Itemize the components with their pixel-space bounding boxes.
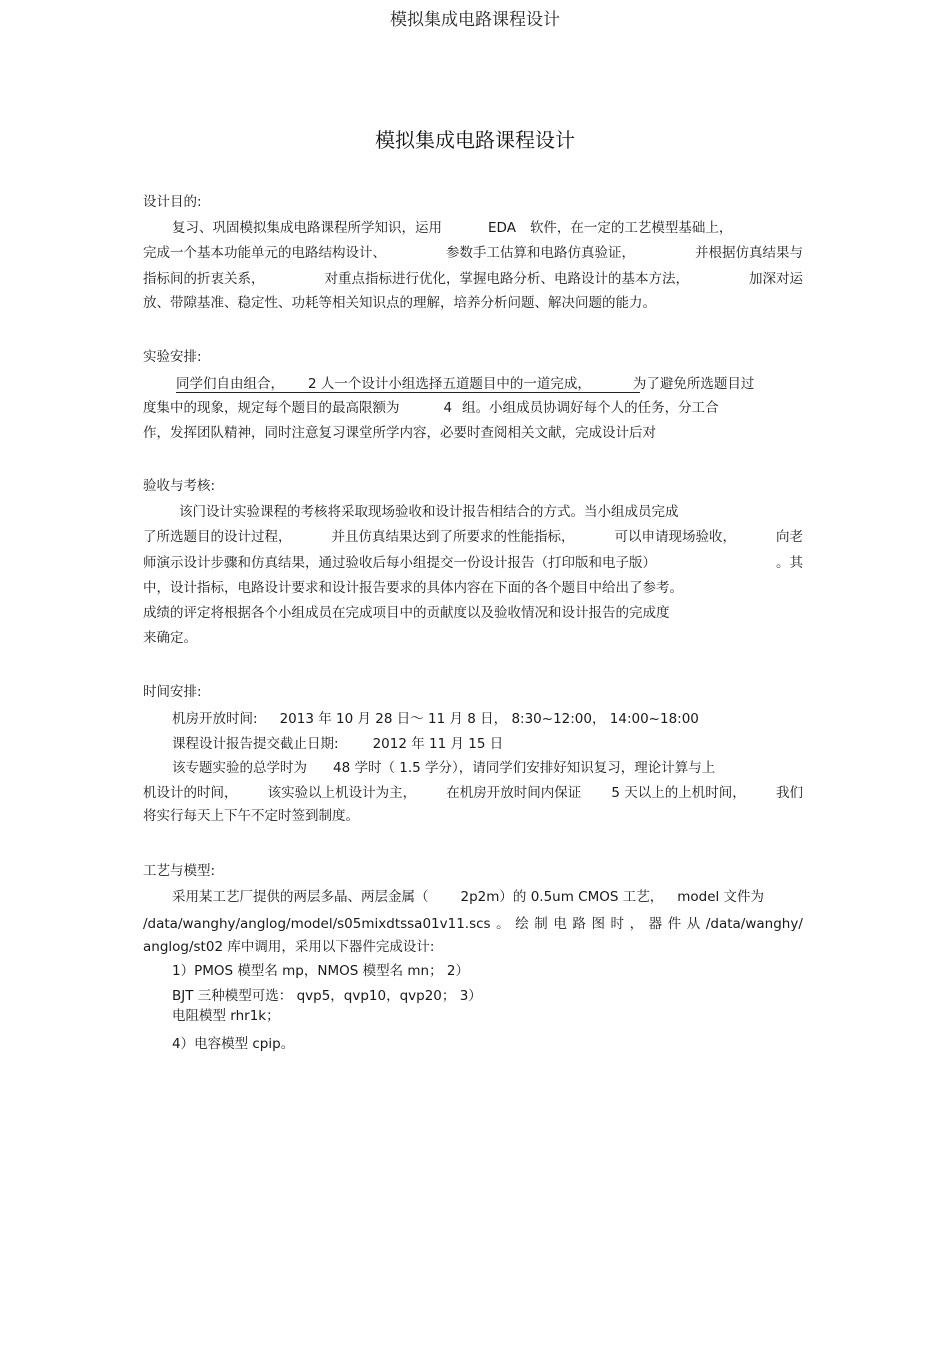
schedule-line-4: 机设计的时间， 该实验以上机设计为主， 在机房开放时间内保证 5 天以上的上机时间， 我们 — [143, 785, 803, 801]
process-line-7: 4）电容模型 cpip。 — [172, 1036, 295, 1052]
running-header: 模拟集成电路课程设计 — [390, 10, 560, 30]
acceptance-line-1: 该门设计实验课程的考核将采取现场验收和设计报告相结合的方式。当小组成员完成 — [179, 504, 679, 520]
arrangement-heading: 实验安排: — [143, 349, 202, 365]
process-line-4: 1）PMOS 模型名 mp，NMOS 模型名 mn； 2） — [172, 963, 469, 979]
schedule-heading: 时间安排: — [143, 684, 202, 700]
process-line-6: 电阻模型 rhr1k； — [172, 1008, 280, 1024]
process-heading: 工艺与模型: — [143, 863, 216, 879]
process-line-1: 采用某工艺厂提供的两层多晶、两层金属（ 2p2m）的 0.5um CMOS 工艺， model 文件为 — [172, 889, 765, 905]
arrangement-line-3: 作，发挥团队精神，同时注意复习课堂所学内容，必要时查阅相关文献，完成设计后对 — [143, 425, 656, 441]
process-line-3: anglog/st02 库中调用，采用以下器件完成设计: — [143, 939, 435, 955]
schedule-line-2: 课程设计报告提交截止日期: 2012 年 11 月 15 日 — [172, 736, 504, 752]
acceptance-line-4: 中，设计指标，电路设计要求和设计报告要求的具体内容在下面的各个题目中给出了参考。 — [143, 580, 683, 596]
purpose-line-2: 完成一个基本功能单元的电路结构设计、 参数手工估算和电路仿真验证， 并根据仿真结果与 — [143, 245, 803, 261]
process-line-2: /data/wanghy/anglog/model/s05mixdtssa01v11.scs 。 绘 制 电 路 图 时 ， 器 件 从 /data/wanghy/ — [143, 916, 803, 932]
document-title: 模拟集成电路课程设计 — [375, 128, 575, 152]
arrangement-line-2: 度集中的现象，规定每个题目的最高限额为 4 组。小组成员协调好每个人的任务，分工合 — [143, 400, 719, 416]
acceptance-line-3: 师演示设计步骤和仿真结果，通过验收后每小组提交一份设计报告（打印版和电子版） 。其 — [143, 555, 803, 571]
acceptance-heading: 验收与考核: — [143, 478, 216, 494]
schedule-line-1: 机房开放时间: 2013 年 10 月 28 日～ 11 月 8 日， 8:30~12:00， 14:00~18:00 — [172, 711, 699, 727]
acceptance-line-2: 了所选题目的设计过程， 并且仿真结果达到了所要求的性能指标， 可以申请现场验收， 向老 — [143, 529, 803, 545]
arrangement-underline — [176, 392, 640, 393]
purpose-line-1: 复习、巩固模拟集成电路课程所学知识，运用 EDA 软件，在一定的工艺模型基础上， — [172, 220, 733, 236]
process-line-5: BJT 三种模型可选： qvp5，qvp10，qvp20； 3） — [172, 988, 482, 1004]
acceptance-line-5: 成绩的评定将根据各个小组成员在完成项目中的贡献度以及验收情况和设计报告的完成度 — [143, 605, 670, 621]
purpose-line-3: 指标间的折衷关系， 对重点指标进行优化，掌握电路分析、电路设计的基本方法， 加深对运 — [143, 271, 803, 287]
purpose-heading: 设计目的: — [143, 194, 202, 210]
purpose-line-4: 放、带隙基准、稳定性、功耗等相关知识点的理解，培养分析问题、解决问题的能力。 — [143, 295, 656, 311]
acceptance-line-6: 来确定。 — [143, 630, 197, 646]
schedule-line-5: 将实行每天上下午不定时签到制度。 — [143, 808, 359, 824]
schedule-line-3: 该专题实验的总学时为 48 学时（ 1.5 学分），请同学们安排好知识复习，理论计算与上 — [172, 760, 716, 776]
arrangement-line-1: 同学们自由组合， 2 人一个设计小组选择五道题目中的一道完成， 为了避免所选题目过 — [176, 376, 755, 392]
